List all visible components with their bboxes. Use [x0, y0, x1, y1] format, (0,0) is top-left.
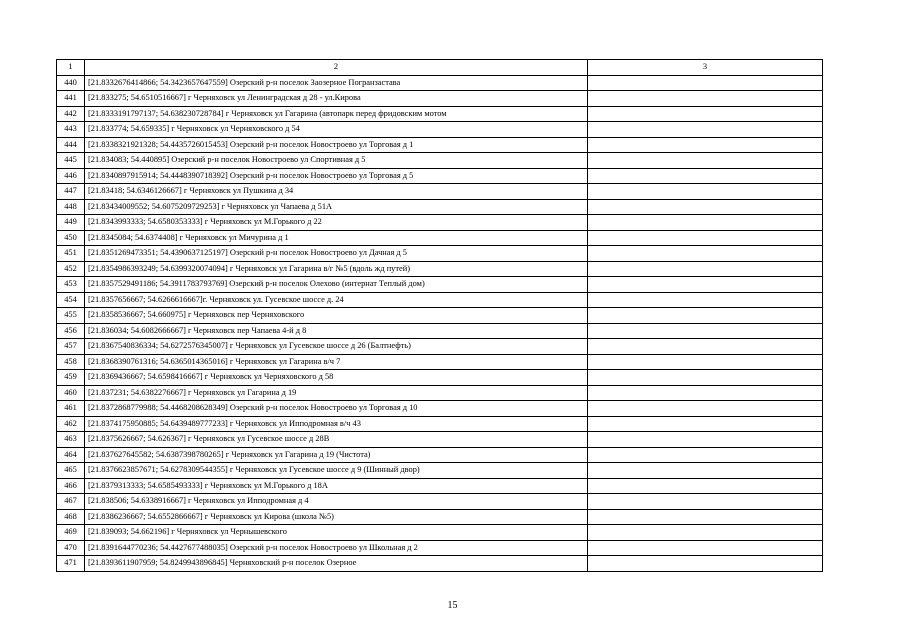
coordinates-address-cell: [21.8343993333; 54.6580353333] г Черняховск ул М.Горького д 22 — [85, 215, 588, 231]
table-row — [57, 230, 823, 246]
coordinates-address-cell: [21.839093; 54.662196] г Черняховск ул Чернышевского — [85, 525, 588, 541]
note-cell — [588, 106, 823, 122]
row-number-cell: 457 — [57, 339, 85, 355]
coordinates-address-cell: [21.834083; 54.440895] Озерский р-н поселок Новостроево ул Спортивная д 5 — [85, 153, 588, 169]
table-row — [57, 137, 823, 153]
page-number: 15 — [447, 600, 458, 611]
note-cell — [588, 509, 823, 525]
coordinates-address-cell: [21.8375626667; 54.626367] г Черняховск ул Гусевское шоссе д 28В — [85, 432, 588, 448]
note-cell — [588, 385, 823, 401]
coordinates-address-cell: [21.8333191797137; 54.638230728784] г Черняховск ул Гагарина (автопарк перед фридовским мотом — [85, 106, 588, 122]
row-number-cell: 450 — [57, 230, 85, 246]
note-cell — [588, 447, 823, 463]
table-row — [57, 540, 823, 556]
table-row — [57, 153, 823, 169]
note-cell — [588, 261, 823, 277]
column-number-1: 1 — [57, 60, 85, 76]
note-cell — [588, 525, 823, 541]
note-cell — [588, 184, 823, 200]
row-number-cell: 471 — [57, 556, 85, 572]
coordinates-address-cell: [21.8340897915914; 54.4448390718392] Озерский р-н поселок Новостроево ул Торговая д 5 — [85, 168, 588, 184]
note-cell — [588, 463, 823, 479]
table-row — [57, 339, 823, 355]
table-row — [57, 447, 823, 463]
coordinates-address-cell: [21.833275; 54.6510516667] г Черняховск ул Ленинградская д 28 - ул.Кирова — [85, 91, 588, 107]
table-row — [57, 75, 823, 91]
row-number-cell: 462 — [57, 416, 85, 432]
coordinates-address-cell: [21.8358536667; 54.660975] г Черняховск пер Черняховского — [85, 308, 588, 324]
note-cell — [588, 556, 823, 572]
note-cell — [588, 370, 823, 386]
table-row — [57, 463, 823, 479]
table-row — [57, 106, 823, 122]
table-row — [57, 432, 823, 448]
coordinates-address-cell: [21.8379313333; 54.6585493333] г Черняховск ул М.Горького д 18А — [85, 478, 588, 494]
table-row — [57, 215, 823, 231]
row-number-cell: 456 — [57, 323, 85, 339]
column-number-2: 2 — [85, 60, 588, 76]
table-row — [57, 401, 823, 417]
table-row — [57, 261, 823, 277]
coordinates-address-cell: [21.8369436667; 54.6598416667] г Черняховск ул Черняховского д 58 — [85, 370, 588, 386]
note-cell — [588, 401, 823, 417]
row-number-cell: 445 — [57, 153, 85, 169]
row-number-cell: 470 — [57, 540, 85, 556]
coordinates-address-cell: [21.8351269473351; 54.4390637125197] Озерский р-н поселок Новостроево ул Дачная д 5 — [85, 246, 588, 262]
table-row — [57, 168, 823, 184]
row-number-cell: 449 — [57, 215, 85, 231]
row-number-cell: 461 — [57, 401, 85, 417]
table-row — [57, 323, 823, 339]
note-cell — [588, 478, 823, 494]
table-row — [57, 385, 823, 401]
table-row — [57, 556, 823, 572]
column-number-3: 3 — [588, 60, 823, 76]
table-row — [57, 122, 823, 138]
note-cell — [588, 277, 823, 293]
note-cell — [588, 432, 823, 448]
note-cell — [588, 137, 823, 153]
coordinates-address-cell: [21.8368390761316; 54.6365014365016] г Черняховск ул Гагарина в/ч 7 — [85, 354, 588, 370]
row-number-cell: 454 — [57, 292, 85, 308]
coordinates-address-cell: [21.8354986393249; 54.6399320074094] г Черняховск ул Гагарина в/г №5 (вдоль жд путей) — [85, 261, 588, 277]
note-cell — [588, 339, 823, 355]
row-number-cell: 458 — [57, 354, 85, 370]
table-row — [57, 354, 823, 370]
document-page — [56, 59, 822, 572]
coordinates-address-cell: [21.837627645582; 54.6387398780265] г Черняховск ул Гагарина д 19 (Чистота) — [85, 447, 588, 463]
note-cell — [588, 75, 823, 91]
coordinates-address-cell: [21.836034; 54.6082666667] г Черняховск пер Чапаева 4-й д 8 — [85, 323, 588, 339]
note-cell — [588, 323, 823, 339]
row-number-cell: 463 — [57, 432, 85, 448]
row-number-cell: 466 — [57, 478, 85, 494]
note-cell — [588, 494, 823, 510]
note-cell — [588, 416, 823, 432]
address-table — [56, 59, 823, 572]
coordinates-address-cell: [21.83434009552; 54.6075209729253] г Черняховск ул Чапаева д 51А — [85, 199, 588, 215]
row-number-cell: 446 — [57, 168, 85, 184]
row-number-cell: 452 — [57, 261, 85, 277]
coordinates-address-cell: [21.8386236667; 54.6552866667] г Черняховск ул Кирова (школа №5) — [85, 509, 588, 525]
coordinates-address-cell: [21.8357529491186; 54.3911783793769] Озерский р-н поселок Олехово (интернат Теплый дом) — [85, 277, 588, 293]
note-cell — [588, 153, 823, 169]
note-cell — [588, 246, 823, 262]
table-row — [57, 292, 823, 308]
coordinates-address-cell: [21.833774; 54.659335] г Черняховск ул Черняховского д 54 — [85, 122, 588, 138]
note-cell — [588, 354, 823, 370]
coordinates-address-cell: [21.8376623857671; 54.6278309544355] г Черняховск ул Гусевское шоссе д 9 (Шинный двор) — [85, 463, 588, 479]
row-number-cell: 448 — [57, 199, 85, 215]
table-header-row — [57, 60, 823, 76]
row-number-cell: 455 — [57, 308, 85, 324]
row-number-cell: 469 — [57, 525, 85, 541]
table-row — [57, 525, 823, 541]
row-number-cell: 453 — [57, 277, 85, 293]
coordinates-address-cell: [21.8338321921328; 54.4435726015453] Озерский р-н поселок Новостроево ул Торговая д 1 — [85, 137, 588, 153]
table-row — [57, 494, 823, 510]
note-cell — [588, 199, 823, 215]
note-cell — [588, 540, 823, 556]
table-row — [57, 91, 823, 107]
coordinates-address-cell: [21.8374175950885; 54.6439489777233] г Черняховск ул Ипподромная в/ч 43 — [85, 416, 588, 432]
row-number-cell: 468 — [57, 509, 85, 525]
coordinates-address-cell: [21.8332676414866; 54.3423657647559] Озерский р-н поселок Заозерное Погранзастава — [85, 75, 588, 91]
row-number-cell: 441 — [57, 91, 85, 107]
table-row — [57, 184, 823, 200]
row-number-cell: 447 — [57, 184, 85, 200]
note-cell — [588, 91, 823, 107]
row-number-cell: 465 — [57, 463, 85, 479]
note-cell — [588, 122, 823, 138]
coordinates-address-cell: [21.8393611907959; 54.8249943896845] Черняховский р-н поселок Озерное — [85, 556, 588, 572]
coordinates-address-cell: [21.838506; 54.6338916667] г Черняховск ул Ипподромная д 4 — [85, 494, 588, 510]
coordinates-address-cell: [21.8357656667; 54.6266616667]г. Черняховск ул. Гусевское шоссе д. 24 — [85, 292, 588, 308]
row-number-cell: 451 — [57, 246, 85, 262]
coordinates-address-cell: [21.837231; 54.6382276667] г Черняховск ул Гагарина д 19 — [85, 385, 588, 401]
note-cell — [588, 308, 823, 324]
table-row — [57, 478, 823, 494]
note-cell — [588, 230, 823, 246]
note-cell — [588, 292, 823, 308]
row-number-cell: 467 — [57, 494, 85, 510]
table-body — [57, 60, 823, 572]
row-number-cell: 442 — [57, 106, 85, 122]
row-number-cell: 440 — [57, 75, 85, 91]
row-number-cell: 459 — [57, 370, 85, 386]
row-number-cell: 444 — [57, 137, 85, 153]
coordinates-address-cell: [21.8391644770236; 54.4427677488035] Озерский р-н поселок Новостроево ул Школьная д 2 — [85, 540, 588, 556]
table-row — [57, 370, 823, 386]
coordinates-address-cell: [21.8372868779988; 54.4468208628349] Озерский р-н поселок Новостроево ул Торговая д 10 — [85, 401, 588, 417]
table-row — [57, 199, 823, 215]
coordinates-address-cell: [21.83418; 54.6346126667] г Черняховск ул Пушкина д 34 — [85, 184, 588, 200]
table-row — [57, 416, 823, 432]
row-number-cell: 460 — [57, 385, 85, 401]
coordinates-address-cell: [21.8367540836334; 54.6272576345007] г Черняховск ул Гусевское шоссе д 26 (Балтнефть) — [85, 339, 588, 355]
table-row — [57, 509, 823, 525]
table-row — [57, 277, 823, 293]
table-row — [57, 246, 823, 262]
row-number-cell: 443 — [57, 122, 85, 138]
coordinates-address-cell: [21.8345084; 54.6374408] г Черняховск ул Мичурина д 1 — [85, 230, 588, 246]
row-number-cell: 464 — [57, 447, 85, 463]
note-cell — [588, 215, 823, 231]
note-cell — [588, 168, 823, 184]
table-row — [57, 308, 823, 324]
